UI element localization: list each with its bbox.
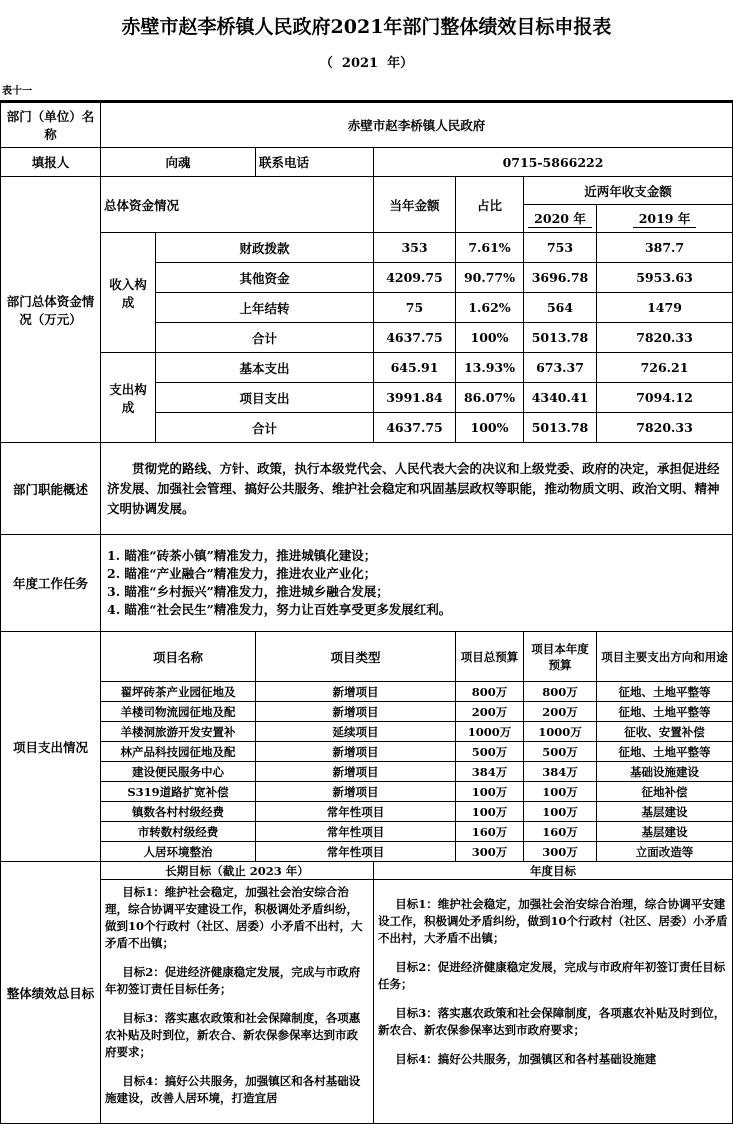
- col-current-amount: 当年金额: [374, 177, 456, 233]
- expense-name: 合计: [156, 413, 374, 443]
- annual-goals: [374, 880, 733, 1124]
- goals-body-row: [1, 880, 733, 1124]
- long-term-goals: [101, 880, 374, 1124]
- year-subtitle: （ 2021 年）: [319, 56, 414, 71]
- project-name: 翟坪砖茶产业园征地及: [101, 682, 256, 702]
- duties-text: 贯彻党的路线、方针、政策，执行本级党代会、人民代表大会的决议和上级党委、政府的决定，承担促进经济发展、加强社会管理、搞好公共服务、维护社会稳定和巩固基层政权等职能，推动物质文明、政治文明、精神文明协调发展。: [107, 460, 720, 516]
- page-title: 赤壁市赵李桥镇人民政府2021年部门整体绩效目标申报表: [121, 16, 612, 38]
- income-2019: 1479: [597, 293, 733, 323]
- project-row: [1, 842, 733, 862]
- project-year: 200万: [524, 702, 597, 722]
- dept-row: [1, 103, 733, 148]
- project-use: 征地补偿: [597, 782, 733, 802]
- long-goal-item: 目标1：维护社会稳定，加强社会治安综合治理，综合协调平安建设工作，积极调处矛盾纠纷，做到10个行政村（社区、居委）小矛盾不出村，大矛盾不出镇；: [105, 885, 363, 950]
- income-ratio: 7.61%: [456, 233, 524, 263]
- year-goal-item: 目标4：搞好公共服务，加强镇区和各村基础设施建: [395, 1052, 657, 1066]
- annual-goal-header: 年度目标: [374, 862, 733, 880]
- overall-funds-label: 总体资金情况: [101, 177, 374, 233]
- expense-2019: 726.21: [597, 353, 733, 383]
- project-year: 100万: [524, 802, 597, 822]
- table-number: 表十一: [2, 86, 32, 97]
- project-year: 384万: [524, 762, 597, 782]
- project-type: 新增项目: [256, 702, 456, 722]
- expense-row: [1, 353, 733, 383]
- income-2020: 564: [524, 293, 597, 323]
- project-type: 常年性项目: [256, 822, 456, 842]
- project-total: 100万: [456, 782, 524, 802]
- project-year: 160万: [524, 822, 597, 842]
- col-project-type: 项目类型: [256, 632, 456, 682]
- project-year: 800万: [524, 682, 597, 702]
- duties-label: 部门职能概述: [1, 443, 101, 535]
- project-row: [1, 742, 733, 762]
- project-name: 人居环境整治: [101, 842, 256, 862]
- project-row: [1, 722, 733, 742]
- col-project-name: 项目名称: [101, 632, 256, 682]
- project-name: 羊楼司物流园征地及配: [101, 702, 256, 722]
- expense-2020: 5013.78: [524, 413, 597, 443]
- project-row: [1, 682, 733, 702]
- long-term-header: 长期目标（截止 2023 年）: [101, 862, 374, 880]
- income-amount: 4209.75: [374, 263, 456, 293]
- funds-section-label: 部门总体资金情况（万元）: [1, 177, 101, 443]
- project-name: S319道路扩宽补偿: [101, 782, 256, 802]
- expense-name: 基本支出: [156, 353, 374, 383]
- year-goal-item: 目标3：落实惠农政策和社会保障制度，各项惠农补贴及时到位，新农合、新农保参保率达到市政府要求；: [378, 1006, 726, 1037]
- expense-ratio: 100%: [456, 413, 524, 443]
- tasks-label: 年度工作任务: [1, 535, 101, 632]
- project-type: 新增项目: [256, 782, 456, 802]
- col-project-total: 项目总预算: [456, 632, 524, 682]
- expense-ratio: 86.07%: [456, 383, 524, 413]
- income-row: [1, 233, 733, 263]
- income-name: 合计: [156, 323, 374, 353]
- income-name: 其他资金: [156, 263, 374, 293]
- project-use: 立面改造等: [597, 842, 733, 862]
- col-recent-years: 近两年收支金额: [524, 177, 733, 205]
- income-name: 上年结转: [156, 293, 374, 323]
- income-2019: 7820.33: [597, 323, 733, 353]
- col-2020: 2020 年: [528, 209, 592, 228]
- year-goal-item: 目标1：维护社会稳定，加强社会治安综合治理，综合协调平安建设工作，积极调处矛盾纠纷，做到10个行政村（社区、居委）小矛盾不出村，大矛盾不出镇；: [378, 897, 728, 945]
- expense-ratio: 13.93%: [456, 353, 524, 383]
- year-goal-item: 目标2：促进经济健康稳定发展，完成与市政府年初签订责任目标任务；: [378, 960, 726, 991]
- phone-value: 0715-5866222: [374, 148, 733, 177]
- project-use: 征地、土地平整等: [597, 682, 733, 702]
- income-2020: 5013.78: [524, 323, 597, 353]
- task-item: 1. 瞄准“砖茶小镇”精准发力，推进城镇化建设；: [107, 548, 377, 563]
- income-name: 财政拨款: [156, 233, 374, 263]
- project-row: [1, 762, 733, 782]
- expense-2019: 7820.33: [597, 413, 733, 443]
- project-row: [1, 802, 733, 822]
- filler-label: 填报人: [1, 148, 101, 177]
- project-total: 384万: [456, 762, 524, 782]
- expense-2020: 673.37: [524, 353, 597, 383]
- project-type: 新增项目: [256, 742, 456, 762]
- income-ratio: 100%: [456, 323, 524, 353]
- income-amount: 75: [374, 293, 456, 323]
- project-use: 征地、土地平整等: [597, 742, 733, 762]
- project-year: 300万: [524, 842, 597, 862]
- filler-value: 向魂: [101, 148, 256, 177]
- tasks-row: [1, 535, 733, 632]
- income-amount: 353: [374, 233, 456, 263]
- expense-amount: 3991.84: [374, 383, 456, 413]
- project-total: 100万: [456, 802, 524, 822]
- project-use: 基础设施建设: [597, 762, 733, 782]
- project-use: 征地、土地平整等: [597, 702, 733, 722]
- expense-label: 支出构成: [101, 353, 156, 443]
- duties-row: [1, 443, 733, 535]
- project-row: [1, 822, 733, 842]
- phone-label: 联系电话: [256, 148, 374, 177]
- long-goal-item: 目标2：促进经济健康稳定发展，完成与市政府年初签订责任目标任务；: [105, 965, 361, 996]
- project-use: 基层建设: [597, 802, 733, 822]
- project-year: 1000万: [524, 722, 597, 742]
- project-year: 500万: [524, 742, 597, 762]
- project-use: 基层建设: [597, 822, 733, 842]
- project-type: 新增项目: [256, 682, 456, 702]
- dept-label: 部门（单位）名称: [1, 103, 101, 148]
- expense-name: 项目支出: [156, 383, 374, 413]
- project-name: 羊楼洞旅游开发安置补: [101, 722, 256, 742]
- col-2019: 2019 年: [633, 209, 697, 228]
- project-row: [1, 702, 733, 722]
- long-goal-item: 目标3：落实惠农政策和社会保障制度，各项惠农补贴及时到位，新农合、新农保参保率达到市政府要求；: [105, 1011, 361, 1059]
- project-row: [1, 782, 733, 802]
- income-2020: 753: [524, 233, 597, 263]
- income-ratio: 1.62%: [456, 293, 524, 323]
- project-total: 500万: [456, 742, 524, 762]
- col-ratio: 占比: [456, 177, 524, 233]
- project-total: 160万: [456, 822, 524, 842]
- long-goal-item: 目标4：搞好公共服务，加强镇区和各村基础设施建设，改善人居环境，打造宜居: [105, 1074, 361, 1105]
- dept-value: 赤壁市赵李桥镇人民政府: [101, 103, 733, 148]
- project-name: 建设便民服务中心: [101, 762, 256, 782]
- project-header-row: [1, 632, 733, 682]
- project-name: 市转数村级经费: [101, 822, 256, 842]
- project-total: 1000万: [456, 722, 524, 742]
- task-item: 3. 瞄准“乡村振兴”精准发力，推进城乡融合发展；: [107, 584, 389, 599]
- project-use: 征收、安置补偿: [597, 722, 733, 742]
- project-name: 镇数各村村级经费: [101, 802, 256, 822]
- expense-2020: 4340.41: [524, 383, 597, 413]
- project-year: 100万: [524, 782, 597, 802]
- income-ratio: 90.77%: [456, 263, 524, 293]
- project-type: 延续项目: [256, 722, 456, 742]
- income-label: 收入构成: [101, 233, 156, 353]
- goals-label: 整体绩效总目标: [1, 862, 101, 1124]
- project-type: 常年性项目: [256, 802, 456, 822]
- expense-amount: 4637.75: [374, 413, 456, 443]
- filler-row: [1, 148, 733, 177]
- project-total: 800万: [456, 682, 524, 702]
- performance-table: [0, 102, 733, 1124]
- expense-amount: 645.91: [374, 353, 456, 383]
- income-2019: 387.7: [597, 233, 733, 263]
- task-item: 2. 瞄准“产业融合”精准发力，推进农业产业化；: [107, 566, 377, 581]
- income-2019: 5953.63: [597, 263, 733, 293]
- funds-header-row: [1, 177, 733, 205]
- goals-header-row: [1, 862, 733, 880]
- project-total: 300万: [456, 842, 524, 862]
- income-amount: 4637.75: [374, 323, 456, 353]
- project-type: 常年性项目: [256, 842, 456, 862]
- project-total: 200万: [456, 702, 524, 722]
- col-project-use: 项目主要支出方向和用途: [597, 632, 733, 682]
- col-project-year: 项目本年度预算: [524, 632, 597, 682]
- projects-label: 项目支出情况: [1, 632, 101, 862]
- project-type: 新增项目: [256, 762, 456, 782]
- task-item: 4. 瞄准“社会民生”精准发力，努力让百姓享受更多发展红利。: [107, 602, 452, 617]
- expense-2019: 7094.12: [597, 383, 733, 413]
- project-name: 林产品科技园征地及配: [101, 742, 256, 762]
- income-2020: 3696.78: [524, 263, 597, 293]
